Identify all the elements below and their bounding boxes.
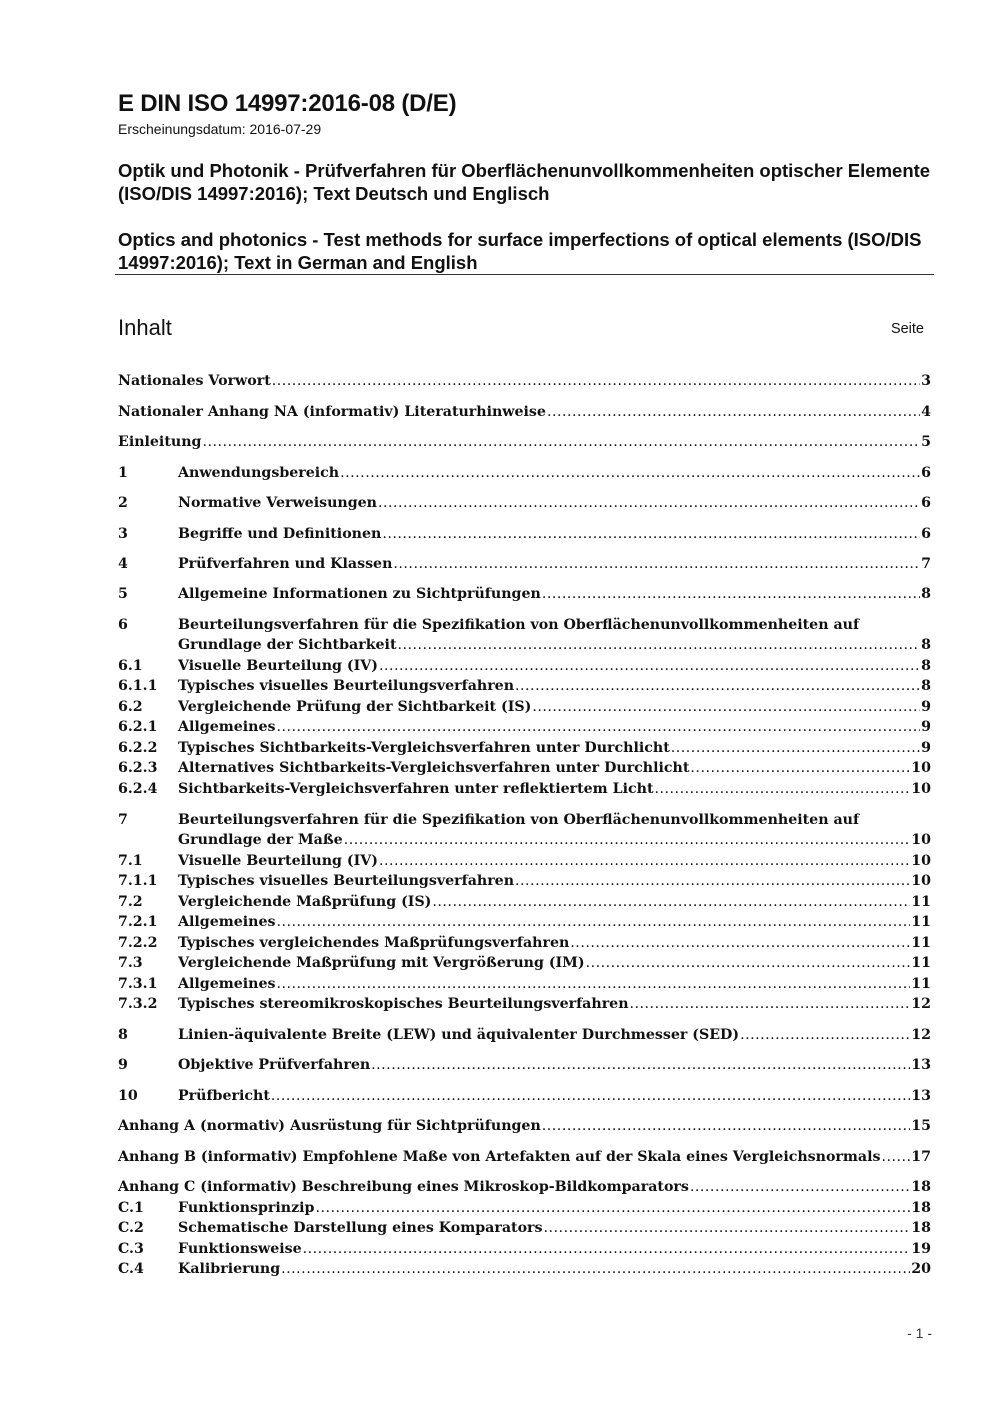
toc-entry-page: 9 xyxy=(921,740,931,756)
toc-entry-label: Typisches visuelles Beurteilungsverfahren xyxy=(178,678,515,694)
toc-entry-page: 18 xyxy=(911,1179,931,1195)
toc-entry[interactable] xyxy=(118,402,931,422)
toc-entry[interactable] xyxy=(118,779,931,799)
toc-dot-leader xyxy=(630,994,911,1014)
toc-entry-page: 5 xyxy=(921,434,931,450)
toc-dot-leader xyxy=(382,524,920,544)
toc-entry-page: 8 xyxy=(921,637,931,653)
toc-entry-label: Typisches visuelles Beurteilungsverfahren xyxy=(178,873,515,889)
toc-entry-number: 4 xyxy=(118,556,128,572)
toc-entry-number: 6.1.1 xyxy=(118,678,158,694)
toc-entry[interactable] xyxy=(118,1177,931,1197)
toc-entry-label: Allgemeines xyxy=(178,976,276,992)
toc-entry-page: 10 xyxy=(911,781,931,797)
toc-entry-number: 9 xyxy=(118,1057,128,1073)
toc-entry-page: 4 xyxy=(921,404,931,420)
toc-entry[interactable] xyxy=(118,810,931,850)
toc-entry-number: 6.2.1 xyxy=(118,719,158,735)
toc-entry-page: 18 xyxy=(911,1220,931,1236)
toc-dot-leader xyxy=(515,676,920,696)
toc-dot-leader xyxy=(379,851,910,871)
toc-entry-number: 6.2.4 xyxy=(118,781,158,797)
toc-entry-page: 13 xyxy=(911,1057,931,1073)
toc-entry-label: Nationaler Anhang NA (informativ) Literaturhinweise xyxy=(118,404,546,420)
toc-dot-leader xyxy=(544,1218,911,1238)
toc-dot-leader xyxy=(740,1025,910,1045)
toc-entry-number: 7.2.2 xyxy=(118,935,158,951)
toc-entry-number: 7.1.1 xyxy=(118,873,158,889)
toc-dot-leader xyxy=(432,892,910,912)
subtitle-german: Optik und Photonik - Prüfverfahren für Oberflächenunvollkommenheiten optischer Elemente (ISO/DIS 14997:2016); Text Deutsch und Englisch xyxy=(118,160,931,204)
toc-dot-leader xyxy=(532,697,920,717)
toc-entry-number: 7.1 xyxy=(118,853,143,869)
toc-entry-number: 7.3.2 xyxy=(118,996,158,1012)
toc-dot-leader xyxy=(542,1116,910,1136)
toc-entry-label: Begriffe und Definitionen xyxy=(178,526,382,542)
toc-entry-label: Objektive Prüfverfahren xyxy=(178,1057,371,1073)
toc-entry[interactable] xyxy=(118,676,931,696)
toc-entry-page: 13 xyxy=(911,1088,931,1104)
toc-entry-page: 10 xyxy=(911,760,931,776)
toc-entry-page: 10 xyxy=(911,853,931,869)
toc-dot-leader xyxy=(277,912,911,932)
toc-dot-leader xyxy=(542,584,920,604)
toc-dot-leader xyxy=(655,779,911,799)
toc-entry[interactable] xyxy=(118,697,931,717)
toc-entry[interactable] xyxy=(118,1198,931,1218)
toc-dot-leader xyxy=(690,1177,910,1197)
toc-entry[interactable] xyxy=(118,615,931,655)
toc-entry-page: 18 xyxy=(911,1200,931,1216)
toc-dot-leader xyxy=(393,554,920,574)
toc-entry[interactable] xyxy=(118,554,931,574)
publication-date: Erscheinungsdatum: 2016-07-29 xyxy=(118,121,322,137)
toc-entry-page: 19 xyxy=(911,1241,931,1257)
toc-entry[interactable] xyxy=(118,912,931,932)
toc-dot-leader xyxy=(379,656,920,676)
toc-entry-page: 11 xyxy=(911,894,931,910)
toc-entry[interactable] xyxy=(118,463,931,483)
toc-entry-label: Grundlage der Sichtbarkeit xyxy=(178,637,397,653)
toc-entry-page: 7 xyxy=(921,556,931,572)
toc-page-column-label: Seite xyxy=(890,321,924,337)
toc-entry-number: C.3 xyxy=(118,1241,144,1257)
toc-dot-leader xyxy=(277,717,921,737)
toc-dot-leader xyxy=(277,974,911,994)
toc-entry[interactable] xyxy=(118,851,931,871)
toc-dot-leader xyxy=(547,402,920,422)
toc-dot-leader xyxy=(271,1086,910,1106)
toc-entry-number: 6.2 xyxy=(118,699,143,715)
toc-dot-leader xyxy=(371,1055,910,1075)
toc-dot-leader xyxy=(881,1147,910,1167)
toc-entry[interactable] xyxy=(118,953,931,973)
toc-entry-label: Kalibrierung xyxy=(178,1261,281,1277)
toc-entry-number: 7.2 xyxy=(118,894,143,910)
toc-entry-number: C.1 xyxy=(118,1200,144,1216)
toc-entry-label: Typisches vergleichendes Maßprüfungsverfahren xyxy=(178,935,570,951)
toc-heading: Inhalt xyxy=(118,315,172,340)
toc-entry-label: Funktionsweise xyxy=(178,1241,302,1257)
toc-dot-leader xyxy=(281,1259,910,1279)
toc-entry-label: Prüfverfahren und Klassen xyxy=(178,556,393,572)
toc-entry-page: 10 xyxy=(911,873,931,889)
toc-entry-label: Beurteilungsverfahren für die Spezifikation von Oberflächenunvollkommenheiten auf xyxy=(178,617,860,633)
toc-entry-label: Linien-äquivalente Breite (LEW) und äquivalenter Durchmesser (SED) xyxy=(178,1027,740,1043)
toc-dot-leader xyxy=(378,493,920,513)
toc-entry-label: Nationales Vorwort xyxy=(118,373,271,389)
toc-entry-number: 6.1 xyxy=(118,658,143,674)
toc-entry[interactable] xyxy=(118,1259,931,1279)
toc-entry-label: Allgemeines xyxy=(178,914,276,930)
toc-dot-leader xyxy=(202,432,920,452)
toc-entry[interactable] xyxy=(118,524,931,544)
toc-entry-page: 9 xyxy=(921,699,931,715)
toc-entry-page: 11 xyxy=(911,955,931,971)
toc-entry-number: C.4 xyxy=(118,1261,144,1277)
toc-entry[interactable] xyxy=(118,1147,931,1167)
toc-entry-label: Grundlage der Maße xyxy=(178,832,343,848)
toc-entry-label: Anhang C (informativ) Beschreibung eines Mikroskop-Bildkomparators xyxy=(118,1179,689,1195)
toc-entry-label: Sichtbarkeits-Vergleichsverfahren unter reflektiertem Licht xyxy=(178,781,654,797)
toc-entry[interactable] xyxy=(118,933,931,953)
toc-entry[interactable] xyxy=(118,1218,931,1238)
toc-dot-leader xyxy=(671,738,920,758)
toc-entry-page: 8 xyxy=(921,586,931,602)
toc-entry[interactable] xyxy=(118,1239,931,1259)
toc-dot-leader xyxy=(570,933,910,953)
toc-entry-label: Vergleichende Prüfung der Sichtbarkeit (IS) xyxy=(178,699,532,715)
toc-entry-page: 6 xyxy=(921,526,931,542)
toc-entry[interactable] xyxy=(118,871,931,891)
toc-entry-label: Anwendungsbereich xyxy=(178,465,340,481)
toc-entry-page: 11 xyxy=(911,976,931,992)
toc-entry-number: C.2 xyxy=(118,1220,144,1236)
toc-entry[interactable] xyxy=(118,493,931,513)
toc-entry-page: 8 xyxy=(921,678,931,694)
toc-dot-leader xyxy=(303,1239,911,1259)
toc-entry[interactable] xyxy=(118,1116,931,1136)
toc-entry-label: Allgemeines xyxy=(178,719,276,735)
toc-entry[interactable] xyxy=(118,432,931,452)
toc-entry-page: 8 xyxy=(921,658,931,674)
toc-entry[interactable] xyxy=(118,371,931,391)
toc-entry-label: Funktionsprinzip xyxy=(178,1200,315,1216)
toc-entry[interactable] xyxy=(118,758,931,778)
toc-entry[interactable] xyxy=(118,584,931,604)
toc-entry-number: 7.2.1 xyxy=(118,914,158,930)
toc-dot-leader xyxy=(272,371,920,391)
toc-entry-number: 8 xyxy=(118,1027,128,1043)
toc-entry[interactable] xyxy=(118,994,931,1014)
toc-entry-label: Prüfbericht xyxy=(178,1088,270,1104)
toc-entry-label: Normative Verweisungen xyxy=(178,495,377,511)
toc-entry-page: 12 xyxy=(911,1027,931,1043)
toc-dot-leader xyxy=(398,635,921,655)
toc-entry-number: 3 xyxy=(118,526,128,542)
page-number: - 1 - xyxy=(907,1325,932,1341)
toc-entry-label: Vergleichende Maßprüfung mit Vergrößerung (IM) xyxy=(178,955,585,971)
toc-entry-number: 6.2.3 xyxy=(118,760,158,776)
toc-entry[interactable] xyxy=(118,738,931,758)
toc-entry-label: Beurteilungsverfahren für die Spezifikation von Oberflächenunvollkommenheiten auf xyxy=(178,812,860,828)
toc-entry-number: 10 xyxy=(118,1088,138,1104)
toc-entry[interactable] xyxy=(118,1086,931,1106)
toc-entry-page: 11 xyxy=(911,935,931,951)
toc-dot-leader xyxy=(344,830,911,850)
toc-entry-page: 10 xyxy=(911,832,931,848)
toc-entry-label: Schematische Darstellung eines Komparators xyxy=(178,1220,543,1236)
toc-entry-number: 2 xyxy=(118,495,128,511)
toc-entry-number: 6 xyxy=(118,617,128,633)
toc-entry-page: 12 xyxy=(911,996,931,1012)
toc-entry-number: 5 xyxy=(118,586,128,602)
toc-entry-number: 7.3 xyxy=(118,955,143,971)
toc-entry-label: Typisches Sichtbarkeits-Vergleichsverfahren unter Durchlicht xyxy=(178,740,670,756)
toc-entry-label: Allgemeine Informationen zu Sichtprüfungen xyxy=(178,586,541,602)
toc-entry-page: 11 xyxy=(911,914,931,930)
toc-entry-page: 9 xyxy=(921,719,931,735)
toc-dot-leader xyxy=(315,1198,910,1218)
toc-entry-page: 17 xyxy=(911,1149,931,1165)
subtitle-english: Optics and photonics - Test methods for surface imperfections of optical elements (ISO/DIS 14997:2016); Text in German and English xyxy=(118,229,922,273)
toc-entry-page: 20 xyxy=(911,1261,931,1277)
toc-entry-number: 1 xyxy=(118,465,128,481)
toc-entry-number: 7 xyxy=(118,812,128,828)
toc-entry-label: Typisches stereomikroskopisches Beurteilungsverfahren xyxy=(178,996,629,1012)
toc-entry[interactable] xyxy=(118,717,931,737)
toc-dot-leader xyxy=(515,871,910,891)
toc-entry-label: Anhang A (normativ) Ausrüstung für Sichtprüfungen xyxy=(118,1118,541,1134)
toc-dot-leader xyxy=(690,758,910,778)
toc-entry-number: 7.3.1 xyxy=(118,976,158,992)
toc-entry[interactable] xyxy=(118,1025,931,1045)
toc-entry[interactable] xyxy=(118,1055,931,1075)
toc-dot-leader xyxy=(586,953,911,973)
toc-entry-page: 3 xyxy=(921,373,931,389)
toc-entry-label: Alternatives Sichtbarkeits-Vergleichsverfahren unter Durchlicht xyxy=(178,760,690,776)
toc-entry-page: 15 xyxy=(911,1118,931,1134)
toc-entry[interactable] xyxy=(118,892,931,912)
toc-entry-page: 6 xyxy=(921,495,931,511)
toc-entry-label: Visuelle Beurteilung (IV) xyxy=(178,853,378,869)
toc-entry-label: Vergleichende Maßprüfung (IS) xyxy=(178,894,432,910)
toc-entry-page: 6 xyxy=(921,465,931,481)
toc-entry-label: Einleitung xyxy=(118,434,202,450)
document-title: E DIN ISO 14997:2016-08 (D/E) xyxy=(118,90,457,117)
toc-entry[interactable] xyxy=(118,656,931,676)
toc-entry-label: Visuelle Beurteilung (IV) xyxy=(178,658,378,674)
toc-dot-leader xyxy=(340,463,920,483)
toc-entry-label: Anhang B (informativ) Empfohlene Maße von Artefakten auf der Skala eines Vergleichsnormals xyxy=(118,1149,881,1165)
toc-entry-number: 6.2.2 xyxy=(118,740,158,756)
toc-entry[interactable] xyxy=(118,974,931,994)
